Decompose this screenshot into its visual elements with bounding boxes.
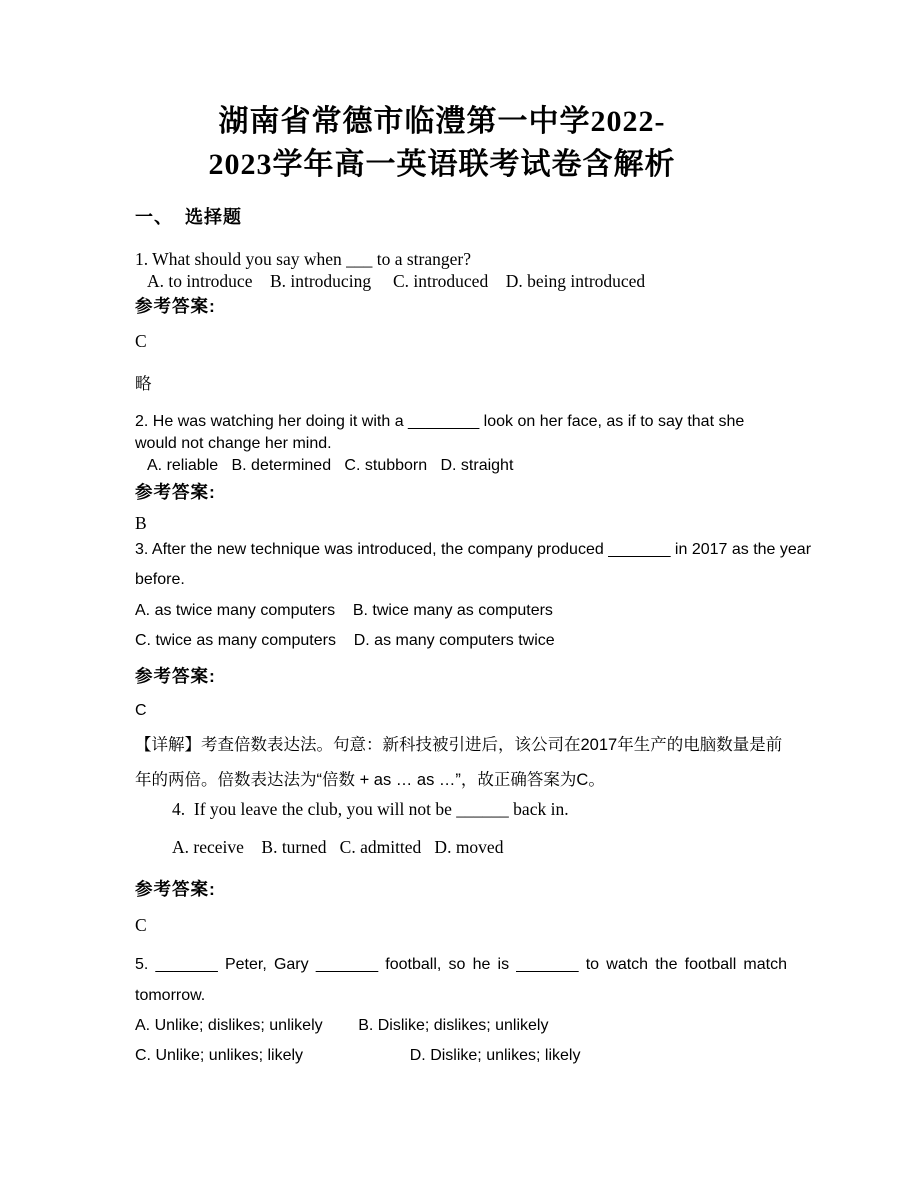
exam-title-line1: 湖南省常德市临澧第一中学2022- xyxy=(218,105,666,138)
q3-stem-line2: before. xyxy=(135,571,185,588)
q2-stem-line1: 2. He was watching her doing it with a ________ look on her face, as if to say that she xyxy=(135,413,745,430)
q5-options-cd: C. Unlike; unlikes; likely D. Dislike; unlikes; likely xyxy=(135,1047,581,1064)
q5-stem-line2: tomorrow. xyxy=(135,987,206,1004)
q5-options-ab: A. Unlike; dislikes; unlikely B. Dislike; dislikes; unlikely xyxy=(135,1017,549,1034)
q3-options-ab: A. as twice many computers B. twice many as computers xyxy=(135,602,553,619)
q1-note: 略 xyxy=(135,375,152,393)
q1-stem: 1. What should you say when ___ to a stranger? xyxy=(135,249,471,269)
section-heading: 一、 选择题 xyxy=(135,207,243,227)
q3-analysis-line2: 年的两倍。倍数表达法为“倍数 + as … as …”，故正确答案为C。 xyxy=(135,771,605,789)
q4-answer: C xyxy=(135,915,147,935)
q4-answer-label: 参考答案: xyxy=(135,879,216,899)
q4-stem: 4. If you leave the club, you will not be ______ back in. xyxy=(172,799,569,819)
q3-answer-label: 参考答案: xyxy=(135,666,216,686)
q5-stem-line1: 5. _______ Peter, Gary _______ football, so he is _______ to watch the football match xyxy=(135,956,787,973)
q3-stem-line1: 3. After the new technique was introduced, the company produced _______ in 2017 as the year xyxy=(135,541,812,558)
q3-options-cd: C. twice as many computers D. as many computers twice xyxy=(135,632,555,649)
q1-options: A. to introduce B. introducing C. introduced D. being introduced xyxy=(147,271,646,291)
q2-options: A. reliable B. determined C. stubborn D. straight xyxy=(147,457,514,474)
q3-analysis-line1: 【详解】考查倍数表达法。句意：新科技被引进后，该公司在2017年生产的电脑数量是前 xyxy=(135,736,783,754)
q4-options: A. receive B. turned C. admitted D. moved xyxy=(172,837,504,857)
q1-answer-label: 参考答案: xyxy=(135,296,216,316)
exam-title xyxy=(0,100,884,186)
q3-answer: C xyxy=(135,702,147,719)
q2-answer-label: 参考答案: xyxy=(135,482,216,502)
q2-answer: B xyxy=(135,513,147,533)
exam-title-line2: 2023学年高一英语联考试卷含解析 xyxy=(208,148,676,181)
q2-stem-line2: would not change her mind. xyxy=(135,435,332,452)
q1-answer: C xyxy=(135,331,147,351)
